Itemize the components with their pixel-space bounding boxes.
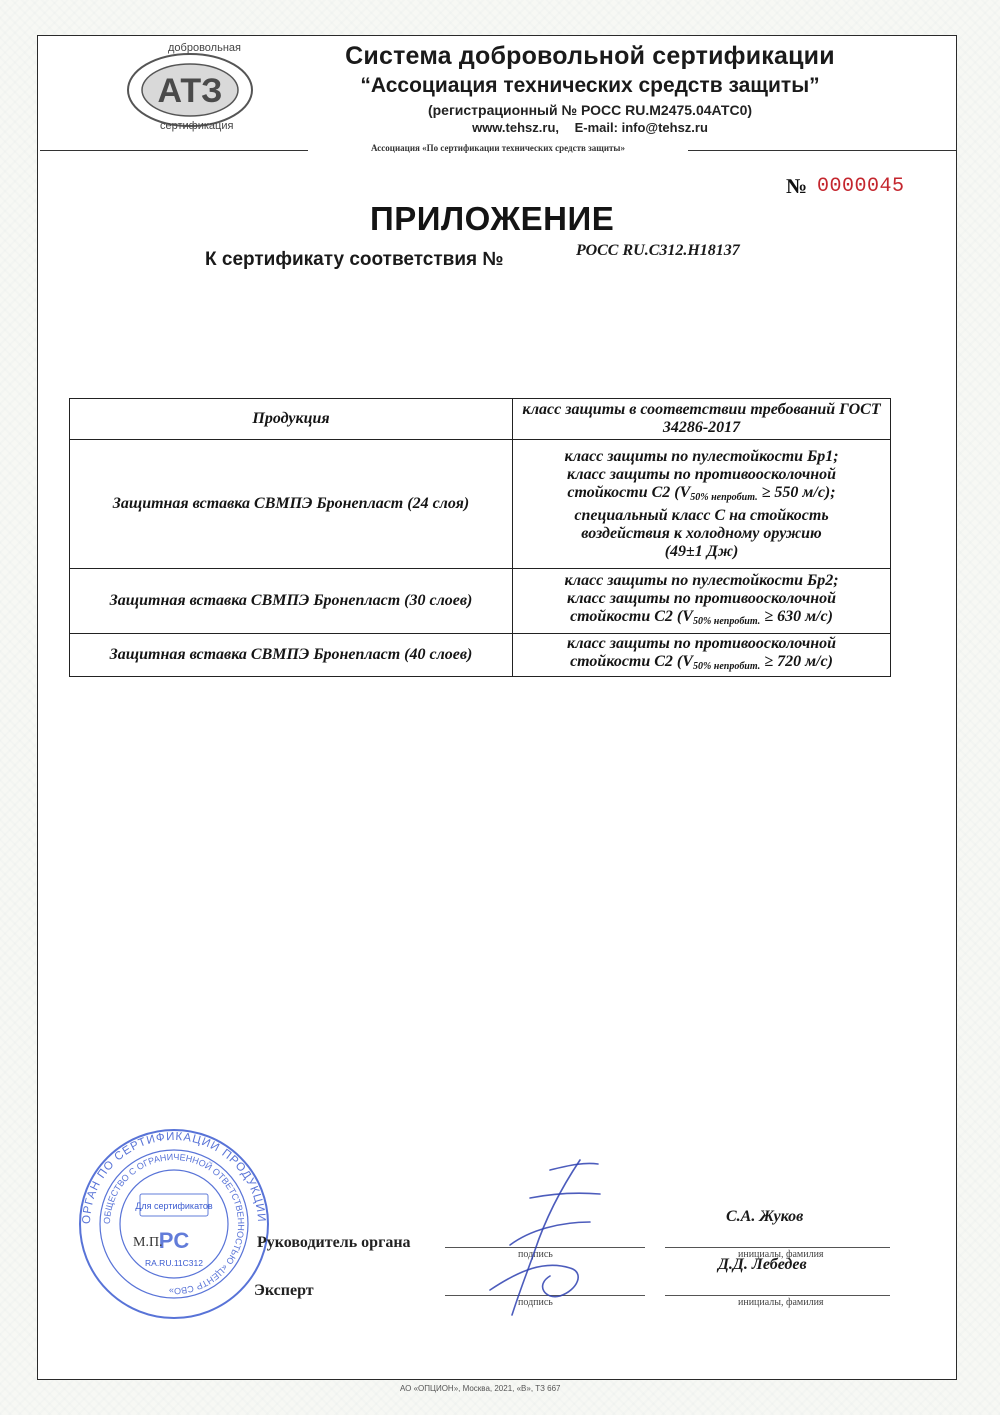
stamp-reg-number: RA.RU.11C312 bbox=[145, 1258, 203, 1268]
class-line-part: стойкости С2 (V bbox=[567, 483, 691, 501]
head-name-caption: инициалы, фамилия bbox=[738, 1249, 824, 1260]
class-line: класс защиты по противоосколочной bbox=[566, 589, 837, 607]
expert-name: Д.Д. Лебедев bbox=[718, 1256, 807, 1273]
header-product: Продукция bbox=[70, 399, 513, 440]
class-line-part: ≥ 550 м/с); bbox=[761, 483, 836, 501]
class-line: класс защиты по противоосколочной bbox=[566, 634, 837, 652]
header-class: класс защиты в соответствии требований ГОСТ 34286-2017 bbox=[513, 399, 891, 440]
email-link[interactable]: E-mail: info@tehsz.ru bbox=[574, 120, 708, 135]
class-line-part: ≥ 720 м/с) bbox=[764, 652, 833, 670]
stamp-inner-text: ОБЩЕСТВО С ОГРАНИЧЕННОЙ ОТВЕТСТВЕННОСТЬЮ «ЦЕНТР СВО» bbox=[101, 1151, 247, 1297]
class-line: класс защиты по пулестойкости Бр2; bbox=[564, 571, 839, 589]
logo-text-bottom: сертификация bbox=[160, 120, 234, 132]
head-name-line bbox=[665, 1247, 890, 1248]
product-cell: Защитная вставка СВМПЭ Бронепласт (24 слоя) bbox=[70, 440, 513, 569]
class-cell bbox=[513, 569, 891, 634]
system-subtitle: “Ассоциация технических средств защиты” bbox=[360, 74, 820, 97]
velocity-subscript: 50% непробит. bbox=[692, 615, 761, 627]
velocity-subscript: 50% непробит. bbox=[690, 491, 758, 503]
class-line bbox=[519, 484, 884, 507]
website-link[interactable]: www.tehsz.ru, bbox=[472, 120, 559, 135]
document-subtitle: К сертификату соответствия № bbox=[205, 249, 504, 270]
class-cell bbox=[513, 634, 891, 677]
products-table bbox=[69, 398, 891, 677]
class-line-part: ≥ 630 м/с) bbox=[764, 607, 833, 625]
handwritten-signature bbox=[450, 1150, 650, 1320]
blank-number-value: 0000045 bbox=[817, 175, 905, 198]
expert-name-line bbox=[665, 1295, 890, 1296]
header-rule-right bbox=[688, 150, 956, 151]
class-line-part: стойкости С2 (V bbox=[570, 607, 693, 625]
footer-imprint: АО «ОПЦИОН», Москва, 2021, «В», ТЗ 667 bbox=[400, 1384, 561, 1393]
stamp-outer-text: ОРГАН ПО СЕРТИФИКАЦИИ ПРОДУКЦИИ bbox=[80, 1130, 268, 1225]
expert-signature-caption: подпись bbox=[518, 1297, 553, 1308]
association-name: Ассоциация «По сертификации технических средств защиты» bbox=[371, 143, 625, 153]
class-line-part: стойкости С2 (V bbox=[570, 652, 693, 670]
stamp-pct-mark: PC bbox=[158, 1228, 190, 1253]
class-line: специальный класс С на стойкость bbox=[574, 506, 829, 524]
table-header-row bbox=[70, 399, 891, 440]
expert-label: Эксперт bbox=[254, 1282, 314, 1299]
stamp-center-label: Для сертификатов bbox=[135, 1201, 213, 1211]
class-line: воздействия к холодному оружию bbox=[581, 524, 822, 542]
class-line bbox=[519, 608, 884, 631]
registration-number: (регистрационный № РОСС RU.M2475.04АТС0) bbox=[427, 102, 753, 118]
logo-text-top: добровольная bbox=[168, 42, 241, 54]
document-title: ПРИЛОЖЕНИЕ bbox=[370, 200, 615, 237]
header-rule-left bbox=[40, 150, 308, 151]
class-line: (49±1 Дж) bbox=[664, 542, 739, 560]
stamp-mp: М.П. bbox=[133, 1235, 163, 1250]
blank-number-label: № bbox=[786, 174, 808, 198]
class-cell bbox=[513, 440, 891, 569]
class-line bbox=[519, 653, 884, 676]
certification-stamp bbox=[78, 1128, 270, 1320]
contacts bbox=[280, 120, 900, 135]
certificate-number: РОСС RU.C312.H18137 bbox=[576, 242, 740, 259]
class-line: класс защиты по противоосколочной bbox=[566, 465, 837, 483]
table-row bbox=[70, 569, 891, 634]
head-name: С.А. Жуков bbox=[726, 1208, 804, 1225]
system-title: Система добровольной сертификации bbox=[345, 42, 835, 70]
class-line: класс защиты по пулестойкости Бр1; bbox=[564, 447, 839, 465]
product-cell: Защитная вставка СВМПЭ Бронепласт (30 слоев) bbox=[70, 569, 513, 634]
velocity-subscript: 50% непробит. bbox=[692, 660, 761, 672]
head-label: Руководитель органа bbox=[257, 1234, 411, 1251]
ats-logo bbox=[120, 40, 260, 140]
expert-name-caption: инициалы, фамилия bbox=[738, 1297, 824, 1308]
product-cell: Защитная вставка СВМПЭ Бронепласт (40 слоев) bbox=[70, 634, 513, 677]
head-signature-caption: подпись bbox=[518, 1249, 553, 1260]
logo-letters: АТЗ bbox=[157, 72, 223, 110]
svg-text:ОБЩЕСТВО С ОГРАНИЧЕННОЙ ОТВЕТС bbox=[102, 1152, 246, 1296]
table-row bbox=[70, 634, 891, 677]
table-row bbox=[70, 440, 891, 569]
